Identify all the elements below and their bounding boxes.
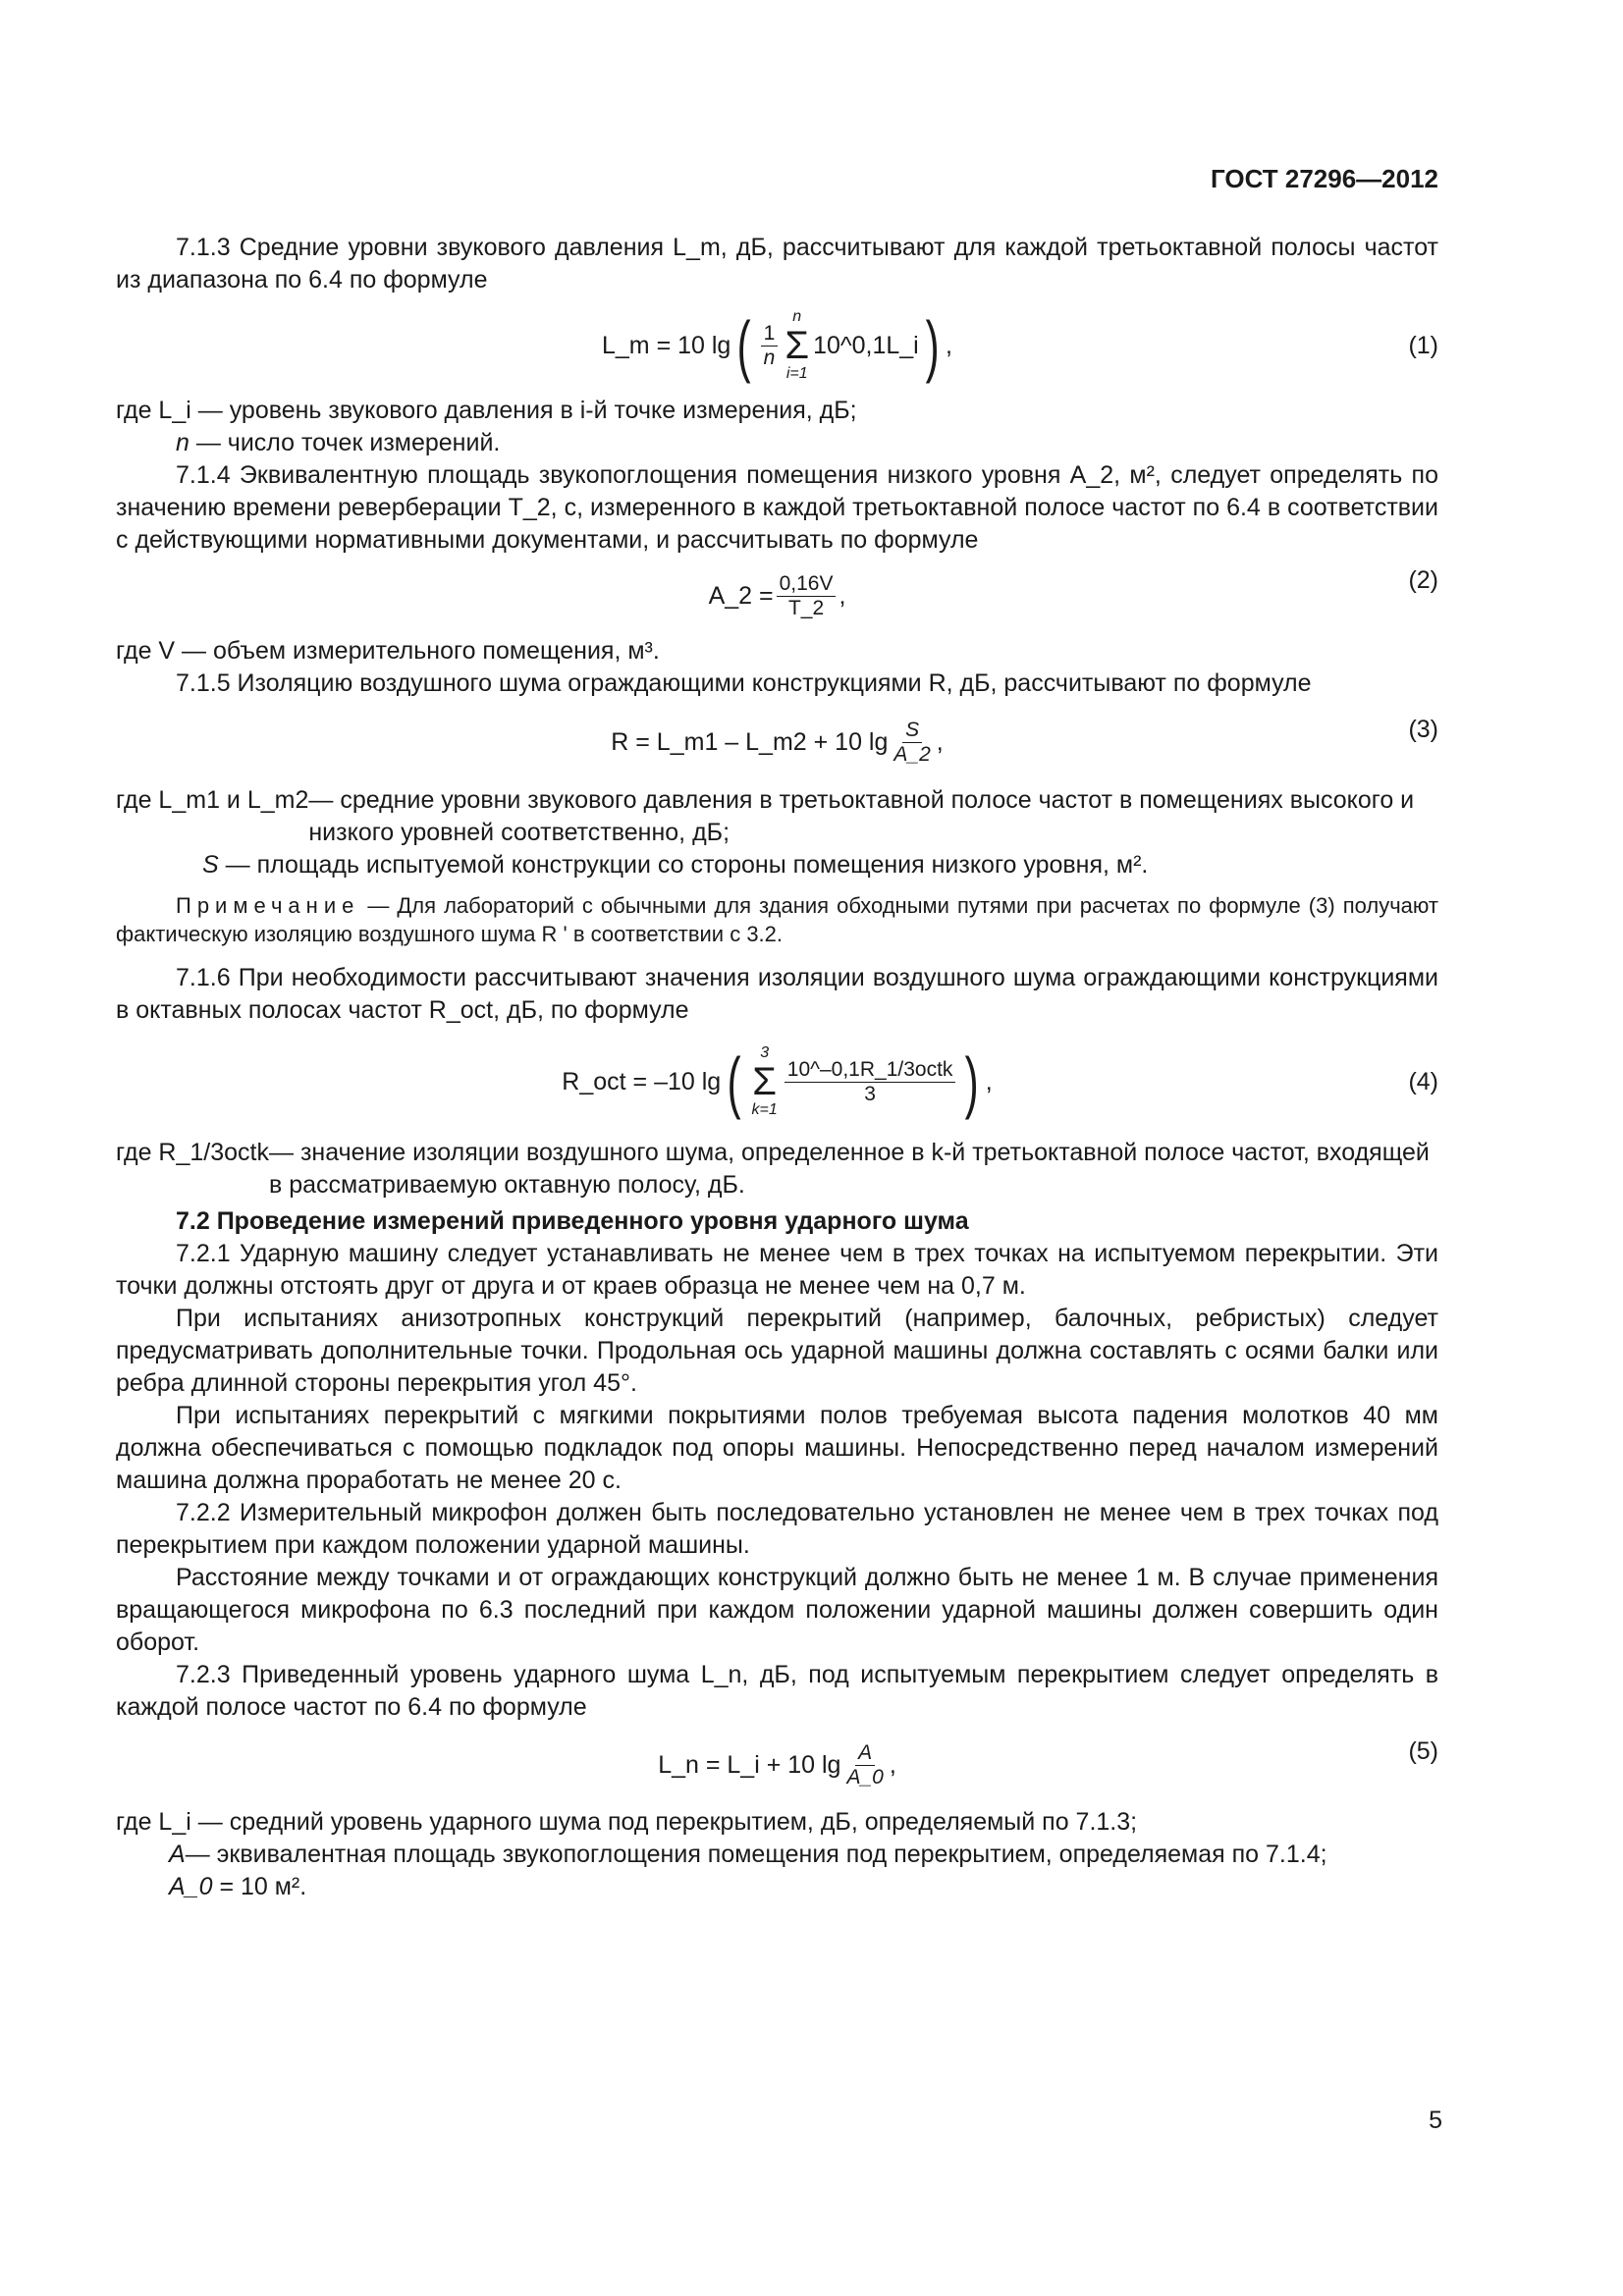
formula-4-number: (4) [1408, 1068, 1438, 1095]
document-header: ГОСТ 27296—2012 [1211, 164, 1438, 193]
formula-3-lhs: R = L_m1 – L_m2 + 10 lg [611, 727, 889, 756]
formula-1-expression [116, 296, 1438, 395]
where-text: — уровень звукового давления в i-й точке измерения, дБ; [197, 397, 857, 424]
where-text: — средние уровни звукового давления в третьоктавной полосе частот в помещениях высокого и низкого уровней соответственно, дБ; [308, 786, 1415, 846]
where-5-line-2 [116, 1839, 1438, 1871]
where-1-line-2 [116, 427, 1438, 459]
paragraph-7-1-6: 7.1.6 При необходимости рассчитывают значения изоляции воздушного шума ограждающими конструкциями в октавных полосах частот R_oct, дБ, по формуле [116, 964, 1438, 1024]
where-5-line-3 [116, 1871, 1438, 1903]
right-paren: ) [925, 307, 940, 384]
where-symbol: A_0 [169, 1873, 213, 1900]
sum-upper: 3 [760, 1044, 770, 1061]
formula-1-tail: , [946, 331, 952, 359]
where-5 [116, 1806, 1438, 1903]
where-symbol: где L_m1 и L_m2 [116, 786, 309, 814]
where-2: где V — объем измерительного помещения, м³. [116, 637, 660, 665]
where-symbol: A [169, 1841, 186, 1868]
formula-2-tail: , [839, 581, 846, 610]
formula-1-lhs: L_m = 10 lg [602, 331, 731, 359]
formula-2-number: (2) [1408, 566, 1438, 594]
denominator: A_0 [846, 1765, 884, 1789]
where-text: — средний уровень ударного шума под перекрытием, дБ, определяемый по 7.1.3; [197, 1808, 1138, 1836]
paragraph-7-2-1-b: При испытаниях анизотропных конструкций перекрытий (например, балочных, ребристых) следует предусматривать дополнительные точки. Продольная ось ударной машины должна составлять с осями балки или ребра длинной стороны перекрытия угол 45°. [116, 1305, 1438, 1397]
formula-4-fraction [784, 1058, 956, 1106]
formula-3-tail: , [936, 727, 944, 756]
formula-1-fraction [761, 322, 779, 370]
note [116, 891, 1438, 948]
where-4 [116, 1137, 1438, 1201]
formula-5-fraction [843, 1741, 886, 1789]
left-paren: ( [737, 307, 751, 384]
numerator: 1 [761, 322, 779, 347]
paragraph-7-2-1-c: При испытаниях перекрытий с мягкими покрытиями полов требуемая высота падения молотков 40 мм должна обеспечиваться с помощью подкладок под опоры машины. Непосредственно перед началом измерений машина должна проработать не менее 20 с. [116, 1402, 1438, 1494]
sum-sign [784, 308, 809, 383]
where-3-line-2 [116, 849, 1438, 881]
paragraph-7-2-3: 7.2.3 Приведенный уровень ударного шума L_n, дБ, под испытуемым перекрытием следует определять в каждой полосе частот по 6.4 по формуле [116, 1661, 1438, 1721]
numerator: A [855, 1741, 875, 1766]
formula-4 [116, 1027, 1438, 1137]
sigma-icon: Σ [752, 1060, 778, 1103]
formula-3-expression [116, 700, 1438, 784]
formula-5-tail: , [889, 1750, 896, 1779]
paragraph-7-2-2: 7.2.2 Измерительный микрофон должен быть последовательно установлен не менее чем в трех точках под перекрытием при каждом положении ударной машины. [116, 1499, 1438, 1559]
denominator: A_2 [893, 742, 931, 766]
formula-3-fraction [891, 719, 933, 767]
note-label: Примечание [176, 893, 360, 918]
note-text: — Для лабораторий с обычными для здания обходными путями при расчетах по формуле (3) получают фактическую изоляцию воздушного шума R ' в соответствии с 3.2. [116, 893, 1438, 946]
formula-5-lhs: L_n = L_i + 10 lg [658, 1750, 841, 1779]
where-symbol: n [176, 429, 189, 456]
where-3 [116, 784, 1438, 881]
right-paren: ) [965, 1043, 980, 1120]
formula-4-tail: , [985, 1067, 993, 1095]
paragraph-7-1-3 [116, 232, 1438, 296]
where-text: = 10 м². [219, 1873, 307, 1900]
paragraph-7-2-1: 7.2.1 Ударную машину следует устанавливать не менее чем в трех точках на испытуемом перекрытии. Эти точки должны отстоять друг от друга и от краев образца не менее чем на 0,7 м. [116, 1240, 1438, 1300]
document-body [116, 232, 1438, 1903]
sum-sign [752, 1044, 778, 1119]
where-text: — эквивалентная площадь звукопоглощения помещения под перекрытием, определяемая по 7.1.4; [185, 1841, 1327, 1868]
left-paren: ( [727, 1043, 741, 1120]
denominator: 3 [864, 1082, 876, 1105]
paragraph-text: 7.1.3 Средние уровни звукового давления L_m, дБ, рассчитывают для каждой третьоктавной полосы частот из диапазона по 6.4 по формуле [116, 234, 1438, 294]
formula-2-expression [116, 557, 1438, 635]
formula-5-expression [116, 1724, 1438, 1806]
denominator: n [763, 346, 776, 369]
where-1 [116, 395, 1438, 459]
formula-1-number: (1) [1408, 332, 1438, 359]
where-symbol: где L_i [116, 397, 191, 424]
numerator: 0,16V [777, 572, 837, 597]
where-symbol: S [202, 851, 219, 879]
where-1-line-1 [116, 395, 1438, 427]
sum-upper: n [792, 308, 802, 325]
where-text: — значение изоляции воздушного шума, определенное в k-й третьоктавной полосе частот, входящей в рассматриваемую октавную полосу, дБ. [269, 1139, 1430, 1199]
paragraph-7-1-4: 7.1.4 Эквивалентную площадь звукопоглощения помещения низкого уровня A_2, м², следует определять по значению времени реверберации T_2, с, измеренного в каждой третьоктавной полосе частот по 6.4 в соответствии с действующими нормативными документами, и рассчитывать по формуле [116, 461, 1438, 554]
section-heading-7-2: 7.2 Проведение измерений приведенного уровня ударного шума [176, 1207, 969, 1235]
numerator: 10^–0,1R_1/3octk [784, 1058, 956, 1083]
sum-lower: i=1 [785, 365, 808, 382]
paragraph-7-1-5: 7.1.5 Изоляцию воздушного шума ограждающими конструкциями R, дБ, рассчитывают по формуле [176, 669, 1312, 697]
sum-lower: k=1 [751, 1101, 778, 1118]
formula-2-lhs: A_2 = [708, 581, 774, 610]
formula-1-power: 10^0,1L_i [813, 331, 919, 359]
formula-1 [116, 296, 1438, 395]
sigma-icon: Σ [784, 324, 810, 367]
where-text: — площадь испытуемой конструкции со стороны помещения низкого уровня, м². [225, 851, 1149, 879]
where-3-line-1 [116, 784, 1438, 849]
formula-4-lhs: R_oct = –10 lg [562, 1067, 722, 1095]
formula-5-number: (5) [1408, 1737, 1438, 1765]
numerator: S [902, 719, 922, 743]
page-number: 5 [1429, 2107, 1442, 2134]
denominator: T_2 [787, 596, 825, 619]
where-symbol: где L_i [116, 1808, 191, 1836]
formula-5 [116, 1724, 1438, 1806]
where-5-line-1 [116, 1806, 1438, 1839]
formula-2-fraction [777, 572, 837, 620]
formula-4-expression [116, 1027, 1438, 1137]
where-symbol: где R_1/3octk [116, 1139, 269, 1166]
formula-3-number: (3) [1408, 716, 1438, 743]
formula-3 [116, 700, 1438, 784]
paragraph-7-2-2-b: Расстояние между точками и от ограждающих конструкций должно быть не менее 1 м. В случае применения вращающегося микрофона по 6.3 последний при каждом положении ударной машины должен совершить один оборот. [116, 1564, 1438, 1656]
where-text: — число точек измерений. [195, 429, 501, 456]
formula-2 [116, 557, 1438, 635]
